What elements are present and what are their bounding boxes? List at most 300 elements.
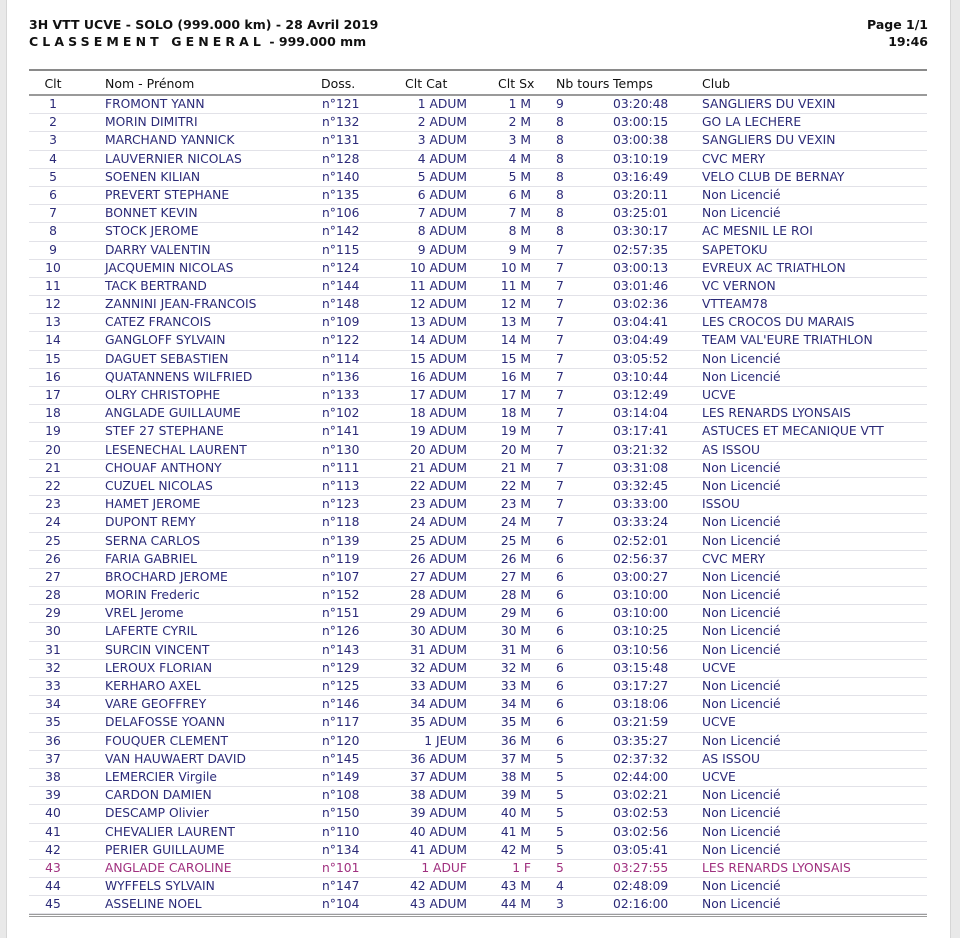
- cell-laps: 8: [556, 206, 564, 221]
- cell-laps: 7: [556, 315, 564, 330]
- cell-sex-rank: 11 M: [500, 278, 531, 293]
- cell-laps: 7: [556, 442, 564, 457]
- table-row: [29, 533, 927, 551]
- cell-laps: 6: [556, 733, 564, 748]
- table-row: [29, 187, 927, 205]
- table-row: [29, 132, 927, 150]
- cell-sex-rank: 17 M: [500, 388, 531, 402]
- cell-category-rank: 19 ADUM: [409, 424, 467, 439]
- cell-category-rank: 10 ADUM: [409, 260, 467, 275]
- cell-name: LAUVERNIER NICOLAS: [105, 151, 242, 166]
- cell-bib: n°108: [322, 788, 360, 803]
- cell-laps: 5: [556, 860, 564, 875]
- cell-bib: n°135: [322, 187, 360, 202]
- table-bottom-rule: [29, 914, 927, 920]
- cell-club: CVC MERY: [702, 551, 766, 566]
- cell-bib: n°122: [322, 333, 360, 348]
- cell-laps: 7: [556, 333, 564, 348]
- cell-bib: n°133: [322, 388, 360, 402]
- table-row: [29, 587, 927, 605]
- cell-category-rank: 14 ADUM: [409, 333, 467, 348]
- cell-bib: n°132: [322, 115, 360, 130]
- cell-sex-rank: 13 M: [500, 315, 531, 330]
- cell-category-rank: 37 ADUM: [409, 769, 467, 784]
- cell-name: LAFERTE CYRIL: [105, 624, 198, 639]
- cell-category-rank: 36 ADUM: [409, 751, 467, 766]
- cell-name: TACK BERTRAND: [105, 278, 207, 293]
- cell-time: 03:00:27: [613, 569, 669, 584]
- cell-sex-rank: 21 M: [500, 460, 531, 475]
- cell-sex-rank: 38 M: [500, 769, 531, 784]
- cell-laps: 7: [556, 497, 564, 512]
- cell-club: Non Licencié: [702, 824, 781, 839]
- cell-club: ASTUCES ET MECANIQUE VTT: [702, 424, 884, 439]
- col-header-sx: Clt Sx: [498, 76, 535, 91]
- cell-laps: 7: [556, 278, 564, 293]
- cell-name: DELAFOSSE YOANN: [105, 715, 225, 730]
- cell-sex-rank: 1 M: [508, 97, 531, 111]
- cell-name: FROMONT YANN: [105, 97, 205, 111]
- cell-category-rank: 31 ADUM: [409, 642, 467, 657]
- cell-name: HAMET JEROME: [105, 497, 201, 512]
- table-row: [29, 405, 927, 423]
- cell-name: BROCHARD JEROME: [105, 569, 228, 584]
- table-row: [29, 896, 927, 914]
- cell-bib: n°130: [322, 442, 360, 457]
- cell-laps: 7: [556, 369, 564, 384]
- cell-laps: 6: [556, 569, 564, 584]
- cell-name: VREL Jerome: [105, 606, 184, 621]
- cell-laps: 5: [556, 788, 564, 803]
- cell-sex-rank: 14 M: [500, 333, 531, 348]
- table-row: [29, 860, 927, 878]
- cell-sex-rank: 30 M: [500, 624, 531, 639]
- table-row: [29, 769, 927, 787]
- table-row: [29, 642, 927, 660]
- cell-category-rank: 6 ADUM: [417, 187, 467, 202]
- cell-club: Non Licencié: [702, 569, 781, 584]
- cell-bib: n°114: [322, 351, 360, 366]
- cell-name: LESENECHAL LAURENT: [105, 442, 247, 457]
- cell-rank: 22: [45, 478, 61, 493]
- cell-time: 03:04:49: [613, 333, 669, 348]
- cell-time: 03:35:27: [613, 733, 669, 748]
- cell-time: 02:37:32: [613, 751, 669, 766]
- cell-rank: 28: [45, 588, 61, 603]
- cell-bib: n°113: [322, 478, 360, 493]
- cell-name: VARE GEOFFREY: [105, 697, 207, 712]
- cell-rank: 38: [45, 769, 61, 784]
- cell-laps: 6: [556, 679, 564, 693]
- cell-sex-rank: 5 M: [508, 169, 531, 184]
- cell-sex-rank: 4 M: [508, 151, 531, 166]
- cell-club: Non Licencié: [702, 460, 781, 475]
- cell-bib: n°144: [322, 278, 360, 293]
- cell-time: 03:02:36: [613, 297, 669, 312]
- cell-category-rank: 23 ADUM: [409, 497, 467, 512]
- cell-sex-rank: 7 M: [508, 206, 531, 221]
- table-row: [29, 296, 927, 314]
- table-row: [29, 351, 927, 369]
- cell-club: Non Licencié: [702, 879, 781, 894]
- table-header: [29, 69, 927, 96]
- cell-laps: 7: [556, 351, 564, 366]
- cell-rank: 21: [45, 460, 61, 475]
- cell-bib: n°147: [322, 879, 360, 894]
- cell-time: 03:31:08: [613, 460, 669, 475]
- cell-time: 03:21:32: [613, 442, 669, 457]
- cell-rank: 43: [45, 860, 61, 875]
- cell-rank: 17: [45, 388, 61, 402]
- cell-time: 03:27:55: [613, 860, 669, 875]
- cell-rank: 16: [45, 369, 61, 384]
- cell-laps: 6: [556, 606, 564, 621]
- cell-time: 03:10:25: [613, 624, 669, 639]
- cell-time: 02:16:00: [613, 897, 669, 912]
- cell-category-rank: 25 ADUM: [409, 533, 467, 548]
- cell-time: 03:18:06: [613, 697, 669, 712]
- cell-club: AS ISSOU: [702, 442, 761, 457]
- cell-rank: 40: [45, 806, 61, 821]
- cell-name: BONNET KEVIN: [105, 206, 198, 221]
- cell-laps: 7: [556, 242, 564, 257]
- cell-category-rank: 28 ADUM: [409, 588, 467, 603]
- cell-rank: 2: [49, 115, 57, 130]
- cell-name: ASSELINE NOEL: [105, 897, 202, 912]
- cell-bib: n°126: [322, 624, 360, 639]
- cell-laps: 7: [556, 406, 564, 421]
- cell-time: 03:15:48: [613, 660, 669, 675]
- cell-laps: 6: [556, 588, 564, 603]
- cell-sex-rank: 41 M: [500, 824, 531, 839]
- cell-category-rank: 2 ADUM: [417, 115, 467, 130]
- cell-rank: 34: [45, 697, 61, 712]
- cell-category-rank: 35 ADUM: [409, 715, 467, 730]
- cell-time: 02:48:09: [613, 879, 669, 894]
- table-row: [29, 751, 927, 769]
- cell-name: QUATANNENS WILFRIED: [105, 369, 253, 384]
- table-row: [29, 423, 927, 441]
- cell-time: 03:14:04: [613, 406, 669, 421]
- cell-bib: n°149: [322, 769, 360, 784]
- cell-rank: 19: [45, 424, 61, 439]
- table-body: [29, 96, 927, 914]
- cell-laps: 6: [556, 533, 564, 548]
- table-row: [29, 660, 927, 678]
- cell-club: Non Licencié: [702, 697, 781, 712]
- cell-rank: 8: [49, 224, 57, 239]
- cell-name: PERIER GUILLAUME: [105, 842, 225, 857]
- cell-sex-rank: 23 M: [500, 497, 531, 512]
- cell-time: 03:33:24: [613, 515, 669, 530]
- cell-rank: 25: [45, 533, 61, 548]
- results-page: [6, 0, 951, 938]
- cell-laps: 8: [556, 224, 564, 239]
- cell-club: CVC MERY: [702, 151, 766, 166]
- cell-bib: n°121: [322, 97, 360, 111]
- cell-club: UCVE: [702, 388, 736, 402]
- col-header-temps: Temps: [613, 76, 653, 91]
- table-row: [29, 696, 927, 714]
- event-title: 3H VTT UCVE - SOLO (999.000 km) - 28 Avril 2019: [29, 17, 379, 32]
- cell-club: AC MESNIL LE ROI: [702, 224, 813, 239]
- cell-category-rank: 16 ADUM: [409, 369, 467, 384]
- cell-category-rank: 12 ADUM: [409, 297, 467, 312]
- cell-time: 03:16:49: [613, 169, 669, 184]
- cell-bib: n°141: [322, 424, 360, 439]
- cell-name: ZANNINI JEAN-FRANCOIS: [105, 297, 257, 312]
- cell-name: DUPONT REMY: [105, 515, 196, 530]
- cell-category-rank: 33 ADUM: [409, 679, 467, 693]
- cell-laps: 6: [556, 624, 564, 639]
- table-row: [29, 678, 927, 696]
- cell-bib: n°152: [322, 588, 360, 603]
- cell-category-rank: 22 ADUM: [409, 478, 467, 493]
- cell-club: Non Licencié: [702, 842, 781, 857]
- cell-sex-rank: 36 M: [500, 733, 531, 748]
- table-row: [29, 478, 927, 496]
- page-info: [867, 16, 928, 50]
- cell-club: Non Licencié: [702, 588, 781, 603]
- cell-bib: n°107: [322, 569, 360, 584]
- cell-time: 03:00:38: [613, 133, 669, 148]
- table-row: [29, 387, 927, 405]
- cell-category-rank: 17 ADUM: [409, 388, 467, 402]
- cell-category-rank: 11 ADUM: [409, 278, 467, 293]
- cell-bib: n°142: [322, 224, 360, 239]
- cell-bib: n°101: [322, 860, 360, 875]
- cell-bib: n°125: [322, 679, 360, 693]
- cell-time: 03:10:00: [613, 588, 669, 603]
- cell-category-rank: 29 ADUM: [409, 606, 467, 621]
- cell-rank: 37: [45, 751, 61, 766]
- cell-time: 03:10:44: [613, 369, 669, 384]
- cell-laps: 7: [556, 260, 564, 275]
- cell-name: LEMERCIER Virgile: [105, 769, 217, 784]
- cell-sex-rank: 27 M: [500, 569, 531, 584]
- cell-sex-rank: 32 M: [500, 660, 531, 675]
- cell-laps: 4: [556, 879, 564, 894]
- table-row: [29, 223, 927, 241]
- table-row: [29, 514, 927, 532]
- cell-category-rank: 13 ADUM: [409, 315, 467, 330]
- table-row: [29, 96, 927, 114]
- cell-sex-rank: 42 M: [500, 842, 531, 857]
- cell-time: 03:10:00: [613, 606, 669, 621]
- cell-laps: 6: [556, 697, 564, 712]
- cell-name: LEROUX FLORIAN: [105, 660, 213, 675]
- cell-category-rank: 32 ADUM: [409, 660, 467, 675]
- cell-rank: 31: [45, 642, 61, 657]
- cell-sex-rank: 3 M: [508, 133, 531, 148]
- table-row: [29, 824, 927, 842]
- cell-bib: n°145: [322, 751, 360, 766]
- cell-sex-rank: 15 M: [500, 351, 531, 366]
- cell-name: JACQUEMIN NICOLAS: [105, 260, 234, 275]
- cell-club: SAPETOKU: [702, 242, 768, 257]
- cell-category-rank: 34 ADUM: [409, 697, 467, 712]
- cell-time: 03:02:53: [613, 806, 669, 821]
- cell-time: 03:20:48: [613, 97, 669, 111]
- cell-name: PREVERT STEPHANE: [105, 187, 230, 202]
- cell-sex-rank: 12 M: [500, 297, 531, 312]
- table-row: [29, 551, 927, 569]
- cell-rank: 27: [45, 569, 61, 584]
- cell-category-rank: 38 ADUM: [409, 788, 467, 803]
- cell-rank: 44: [45, 879, 61, 894]
- table-row: [29, 169, 927, 187]
- cell-name: STEF 27 STEPHANE: [105, 424, 224, 439]
- cell-club: UCVE: [702, 769, 736, 784]
- cell-rank: 26: [45, 551, 61, 566]
- cell-sex-rank: 43 M: [500, 879, 531, 894]
- cell-sex-rank: 16 M: [500, 369, 531, 384]
- cell-time: 02:52:01: [613, 533, 669, 548]
- cell-time: 03:17:41: [613, 424, 669, 439]
- cell-club: VTTEAM78: [702, 297, 768, 312]
- cell-category-rank: 1 JEUM: [424, 733, 467, 748]
- cell-sex-rank: 9 M: [508, 242, 531, 257]
- cell-name: ANGLADE CAROLINE: [105, 860, 232, 875]
- cell-name: DESCAMP Olivier: [105, 806, 209, 821]
- cell-sex-rank: 18 M: [500, 406, 531, 421]
- cell-category-rank: 40 ADUM: [409, 824, 467, 839]
- table-row: [29, 205, 927, 223]
- cell-time: 03:02:21: [613, 788, 669, 803]
- print-time: 19:46: [888, 34, 928, 49]
- cell-club: SANGLIERS DU VEXIN: [702, 97, 836, 111]
- cell-name: CATEZ FRANCOIS: [105, 315, 212, 330]
- cell-rank: 45: [45, 897, 61, 912]
- cell-bib: n°124: [322, 260, 360, 275]
- cell-laps: 8: [556, 187, 564, 202]
- cell-rank: 32: [45, 660, 61, 675]
- cell-category-rank: 24 ADUM: [409, 515, 467, 530]
- cell-bib: n°143: [322, 642, 360, 657]
- cell-club: UCVE: [702, 660, 736, 675]
- cell-club: GO LA LECHERE: [702, 115, 802, 130]
- cell-category-rank: 42 ADUM: [409, 879, 467, 894]
- table-row: [29, 332, 927, 350]
- cell-sex-rank: 1 F: [512, 860, 531, 875]
- cell-name: SOENEN KILIAN: [105, 169, 201, 184]
- cell-bib: n°129: [322, 660, 360, 675]
- cell-name: CHEVALIER LAURENT: [105, 824, 235, 839]
- cell-sex-rank: 28 M: [500, 588, 531, 603]
- cell-laps: 7: [556, 515, 564, 530]
- cell-rank: 24: [45, 515, 61, 530]
- cell-name: ANGLADE GUILLAUME: [105, 406, 241, 421]
- cell-sex-rank: 35 M: [500, 715, 531, 730]
- table-row: [29, 114, 927, 132]
- cell-sex-rank: 22 M: [500, 478, 531, 493]
- cell-time: 03:02:56: [613, 824, 669, 839]
- cell-laps: 7: [556, 478, 564, 493]
- cell-bib: n°148: [322, 297, 360, 312]
- cell-rank: 39: [45, 788, 61, 803]
- cell-name: CUZUEL NICOLAS: [105, 478, 213, 493]
- cell-time: 03:25:01: [613, 206, 669, 221]
- cell-laps: 7: [556, 460, 564, 475]
- table-row: [29, 278, 927, 296]
- cell-club: Non Licencié: [702, 478, 781, 493]
- cell-rank: 1: [49, 97, 57, 111]
- cell-time: 03:20:11: [613, 187, 669, 202]
- cell-bib: n°151: [322, 606, 360, 621]
- cell-bib: n°117: [322, 715, 360, 730]
- cell-sex-rank: 20 M: [500, 442, 531, 457]
- cell-bib: n°109: [322, 315, 360, 330]
- cell-name: FARIA GABRIEL: [105, 551, 198, 566]
- cell-rank: 13: [45, 315, 61, 330]
- cell-category-rank: 5 ADUM: [417, 169, 467, 184]
- cell-rank: 7: [49, 206, 57, 221]
- cell-rank: 4: [49, 151, 57, 166]
- cell-club: Non Licencié: [702, 897, 781, 912]
- results-table: [29, 69, 927, 920]
- cell-laps: 5: [556, 751, 564, 766]
- cell-laps: 9: [556, 97, 564, 111]
- table-row: [29, 314, 927, 332]
- cell-laps: 5: [556, 769, 564, 784]
- cell-laps: 8: [556, 169, 564, 184]
- cell-club: VELO CLUB DE BERNAY: [702, 169, 845, 184]
- cell-club: LES RENARDS LYONSAIS: [702, 860, 851, 875]
- cell-rank: 15: [45, 351, 61, 366]
- cell-category-rank: 20 ADUM: [409, 442, 467, 457]
- cell-name: DAGUET SEBASTIEN: [105, 351, 229, 366]
- table-row: [29, 442, 927, 460]
- cell-time: 03:01:46: [613, 278, 669, 293]
- cell-rank: 14: [45, 333, 61, 348]
- table-row: [29, 151, 927, 169]
- cell-club: Non Licencié: [702, 515, 781, 530]
- cell-category-rank: 27 ADUM: [409, 569, 467, 584]
- cell-club: Non Licencié: [702, 788, 781, 803]
- cell-name: MORIN Frederic: [105, 588, 200, 603]
- table-row: [29, 460, 927, 478]
- cell-laps: 6: [556, 642, 564, 657]
- cell-bib: n°118: [322, 515, 360, 530]
- cell-category-rank: 8 ADUM: [417, 224, 467, 239]
- cell-time: 03:10:56: [613, 642, 669, 657]
- cell-laps: 3: [556, 897, 564, 912]
- cell-category-rank: 26 ADUM: [409, 551, 467, 566]
- cell-sex-rank: 39 M: [500, 788, 531, 803]
- cell-name: WYFFELS SYLVAIN: [105, 879, 215, 894]
- cell-name: STOCK JEROME: [105, 224, 199, 239]
- cell-sex-rank: 29 M: [500, 606, 531, 621]
- cell-sex-rank: 2 M: [508, 115, 531, 130]
- ranking-subtitle: [29, 33, 378, 50]
- cell-rank: 20: [45, 442, 61, 457]
- cell-time: 03:04:41: [613, 315, 669, 330]
- cell-sex-rank: 33 M: [500, 679, 531, 693]
- cell-club: Non Licencié: [702, 642, 781, 657]
- cell-bib: n°123: [322, 497, 360, 512]
- document-header: [29, 16, 378, 50]
- cell-category-rank: 43 ADUM: [409, 897, 467, 912]
- cell-bib: n°111: [322, 460, 360, 475]
- cell-rank: 18: [45, 406, 61, 421]
- cell-club: Non Licencié: [702, 806, 781, 821]
- cell-name: MORIN DIMITRI: [105, 115, 198, 130]
- cell-bib: n°104: [322, 897, 360, 912]
- table-row: [29, 242, 927, 260]
- col-header-doss: Doss.: [321, 76, 356, 91]
- cell-category-rank: 9 ADUM: [417, 242, 467, 257]
- cell-rank: 33: [45, 679, 61, 693]
